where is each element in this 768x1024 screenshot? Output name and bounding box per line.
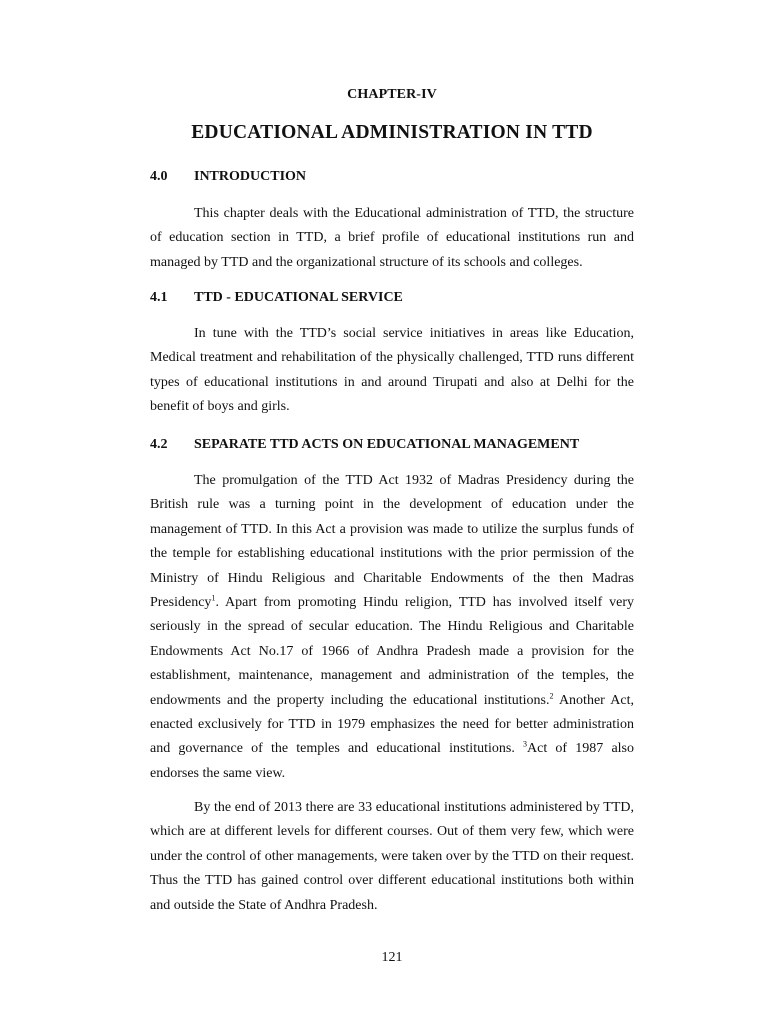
paragraph-text: . Apart from promoting Hindu religion, TTD has involved itself very seriously in the spread of secular education. The Hindu Religious and Charitable Endowments Act No.17 of 1966 of Andhra Pradesh made a provision for the establishment, maintenance, management and administration of the temples, the endowments and the property including the educational institutions. (150, 595, 634, 708)
paragraph-text: The promulgation of the TTD Act 1932 of Madras Presidency during the British rule was a turning point in the development of education under the management of TTD. In this Act a provision was made to utilize the surplus funds of the temple for establishing educational institutions with the prior permission of the Ministry of Hindu Religious and Charitable Endowments of the then Madras Presidency (150, 473, 634, 611)
section-title: SEPARATE TTD ACTS ON EDUCATIONAL MANAGEMENT (194, 437, 580, 452)
section-title: INTRODUCTION (194, 169, 307, 184)
section-number: 4.0 (150, 169, 168, 184)
footnote-ref-2: 2 (549, 691, 554, 700)
section-number: 4.1 (150, 290, 168, 305)
page-number: 121 (381, 950, 403, 965)
chapter-label: CHAPTER-IV (347, 87, 437, 102)
section-heading-4-2 (150, 437, 579, 453)
paragraph-introduction: This chapter deals with the Educational administration of TTD, the structure of education section in TTD, a brief profile of educational institutions run and managed by TTD and the organizational structure of its schools and colleges. (150, 206, 634, 270)
paragraph-educational-service: In tune with the TTD’s social service initiatives in areas like Education, Medical treatment and rehabilitation of the physically challenged, TTD runs different types of educational institutions in and around Tirupati and also at Delhi for the benefit of boys and girls. (150, 326, 634, 415)
paragraph-institutions-2013: By the end of 2013 there are 33 educational institutions administered by TTD, which are at different levels for different courses. Out of them very few, which were under the control of other managements, were taken over by the TTD on their request. Thus the TTD has gained control over different educational institutions both within and outside the State of Andhra Pradesh. (150, 800, 634, 913)
paragraph-text: Act of 1987 also endorses the same view. (150, 741, 635, 781)
footnote-ref-3: 3 (523, 739, 528, 749)
chapter-title: EDUCATIONAL ADMINISTRATION IN TTD (191, 122, 593, 143)
footnote-ref-1: 1 (211, 593, 216, 603)
paragraph-ttd-acts (150, 469, 634, 786)
section-number: 4.2 (150, 437, 168, 452)
paragraph-text: Another Act, enacted exclusively for TTD in 1979 emphasizes the need for better administration and governance of the temples and educational institutions. (150, 692, 634, 757)
section-heading-4-0 (150, 169, 306, 185)
section-heading-4-1 (150, 290, 403, 306)
section-title: TTD - EDUCATIONAL SERVICE (194, 290, 403, 305)
